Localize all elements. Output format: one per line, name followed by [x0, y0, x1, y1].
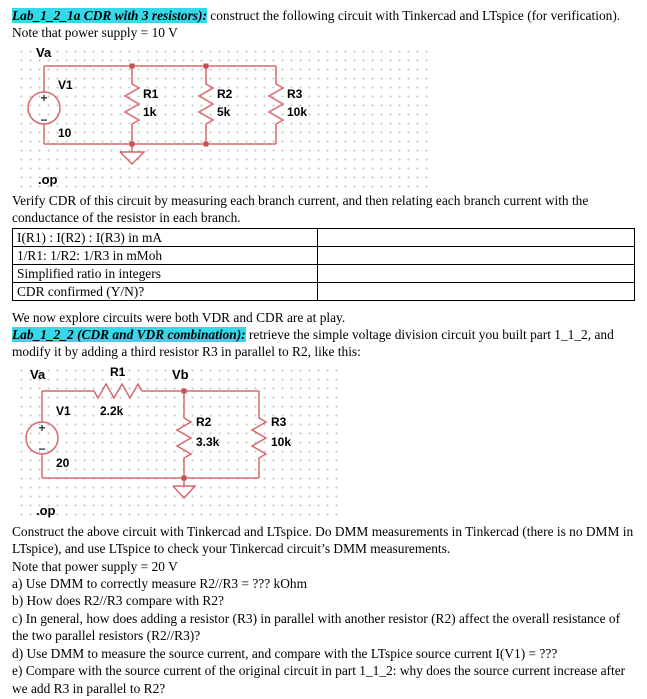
note-paragraph: Note that power supply = 20 V	[12, 558, 178, 574]
section2-heading-paragraph	[12, 326, 635, 361]
table-cell-answer[interactable]	[317, 282, 634, 300]
table-cell-answer[interactable]	[317, 228, 634, 246]
resistor-name: R2	[196, 414, 212, 429]
resistor-value: 2.2k	[100, 403, 124, 418]
source-name: V1	[56, 403, 71, 418]
circuit1-svg	[14, 44, 434, 190]
section2-intro: We now explore circuits were both VDR and CDR are at play.	[12, 309, 346, 325]
table-cell-answer[interactable]	[317, 264, 634, 282]
source-value: 20	[56, 455, 70, 470]
cdr-table	[12, 228, 635, 301]
junction-dot	[204, 63, 209, 68]
question-c: c) In general, how does adding a resistor (R3) in parallel with another resistor (R2) affect the overall resistance of the two parallel resistors (R2//R3)?	[12, 610, 621, 644]
table-cell-label: CDR confirmed (Y/N)?	[13, 282, 318, 300]
resistor-r2-icon	[199, 66, 213, 144]
section1-heading-rest: construct the following circuit with Tinkercad and LTspice (for verification). Note that power supply = 10 V	[12, 8, 621, 41]
ground-icon	[120, 144, 144, 164]
junction-dot	[130, 63, 135, 68]
junction-dot	[130, 141, 135, 146]
resistor-r1-icon	[125, 66, 139, 144]
junction-dot	[182, 388, 187, 393]
table-row	[13, 282, 635, 300]
section2-heading: Lab_1_2_2 (CDR and VDR combination):	[12, 327, 246, 343]
table-cell-label: 1/R1: 1/R2: 1/R3 in mMoh	[13, 246, 318, 264]
resistor-value: 10k	[271, 434, 292, 449]
source-name: V1	[58, 77, 73, 92]
resistor-name: R3	[271, 414, 287, 429]
circuit2-svg	[14, 363, 344, 521]
resistor-r3-icon	[252, 391, 266, 478]
minus-sign: −	[38, 441, 46, 456]
spacer	[12, 301, 635, 309]
spice-directive-op: .op	[38, 171, 58, 187]
table-cell-answer[interactable]	[317, 246, 634, 264]
section2-heading-rest: retrieve the simple voltage division circuit you built part 1_1_2, and modify it by adding a third resistor R3 in parallel to R2, like this:	[12, 327, 614, 360]
construct-paragraph: Construct the above circuit with Tinkercad and LTspice. Do DMM measurements in Tinkercad (there is no DMM in LTspice), and use LTspice to check your Tinkercad circuit’s DMM measurements.	[12, 523, 634, 557]
section1-heading: Lab_1_2_1a CDR with 3 resistors):	[12, 8, 207, 23]
resistor-value: 1k	[143, 104, 157, 119]
node-label-va: Va	[36, 44, 52, 60]
table-row	[13, 246, 635, 264]
resistor-name: R1	[143, 86, 159, 101]
circuit1-schematic	[14, 44, 434, 190]
resistor-r2-icon	[177, 391, 191, 478]
circuit2-schematic	[14, 363, 344, 521]
table-cell-label: Simplified ratio in integers	[13, 264, 318, 282]
plus-sign: +	[40, 90, 48, 105]
minus-sign: −	[40, 112, 48, 127]
question-b: b) How does R2//R3 compare with R2?	[12, 593, 224, 609]
resistor-name: R1	[110, 364, 126, 379]
node-label-vb: Vb	[172, 366, 189, 382]
resistor-name: R2	[217, 86, 233, 101]
question-d: d) Use DMM to measure the source current, and compare with the LTspice source current I(V1) = ???	[12, 645, 558, 661]
question-a: a) Use DMM to correctly measure R2//R3 = ??? kOhm	[12, 576, 307, 592]
table-row	[13, 264, 635, 282]
junction-dot	[204, 141, 209, 146]
resistor-value: 5k	[217, 104, 231, 119]
resistor-r3-icon	[269, 66, 283, 144]
source-value: 10	[58, 125, 72, 140]
node-label-va: Va	[30, 366, 46, 382]
resistor-value: 10k	[287, 104, 308, 119]
question-e: e) Compare with the source current of the original circuit in part 1_1_2: why does the source current increase after we add R3 in parallel to R2?	[12, 663, 626, 696]
table-cell-label: I(R1) : I(R2) : I(R3) in mA	[13, 228, 318, 246]
table-row	[13, 228, 635, 246]
plus-sign: +	[38, 420, 46, 435]
junction-dot	[182, 475, 187, 480]
verify-paragraph: Verify CDR of this circuit by measuring each branch current, and then relating each branch current with the conductance of the resistor in each branch.	[12, 192, 589, 226]
section1-heading-paragraph	[12, 7, 635, 42]
ground-icon	[173, 478, 195, 498]
resistor-r1-icon	[94, 384, 142, 398]
resistor-name: R3	[287, 86, 303, 101]
spice-directive-op: .op	[36, 502, 56, 518]
resistor-value: 3.3k	[196, 434, 220, 449]
